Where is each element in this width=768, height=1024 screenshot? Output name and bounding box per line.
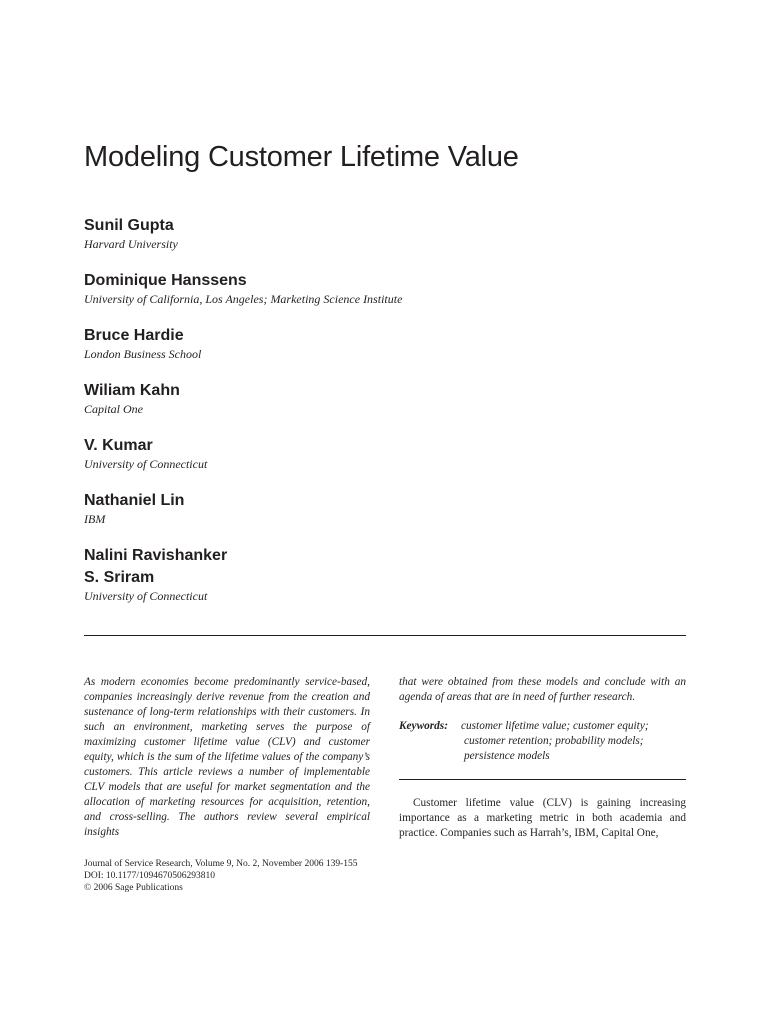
author-affiliation: University of California, Los Angeles; Marketing Science Institute (84, 292, 403, 306)
author-affiliation: University of Connecticut (84, 589, 208, 603)
keywords-line: customer lifetime value; customer equity; (461, 720, 649, 732)
author-affiliation: University of Connecticut (84, 457, 208, 471)
doi: DOI: 10.1177/1094670506293810 (84, 871, 216, 881)
author-name: Nathaniel Lin (84, 492, 185, 509)
author-name: Sunil Gupta (84, 217, 174, 234)
keywords-block (399, 719, 686, 764)
author-name: Nalini Ravishanker (84, 547, 228, 564)
author-block (84, 545, 227, 604)
author-affiliation: Capital One (84, 402, 143, 416)
author-affiliation: Harvard University (84, 237, 178, 251)
keywords-line: customer retention; probability models; (464, 735, 644, 747)
article-title: Modeling Customer Lifetime Value (84, 141, 519, 173)
author-name: V. Kumar (84, 437, 153, 454)
author-affiliation: London Business School (84, 347, 202, 361)
body-intro-paragraph: Customer lifetime value (CLV) is gaining increasing importance as a marketing metric in both academia and practice. Companies such as Harrah’s, IBM, Capital One, (399, 797, 686, 839)
author-name: Dominique Hanssens (84, 272, 247, 289)
author-block (84, 325, 201, 362)
author-block (84, 490, 184, 527)
copyright: © 2006 Sage Publications (84, 883, 183, 893)
keywords-line: persistence models (464, 750, 550, 762)
abstract-right-column: that were obtained from these models and conclude with an agenda of areas that are in need of further research. (399, 676, 686, 703)
keywords-divider (399, 779, 686, 780)
journal-footer (84, 858, 358, 894)
keywords-label: Keywords: (399, 720, 448, 732)
author-block (84, 270, 402, 307)
abstract-left-column: As modern economies become predominantly service-based, companies increasingly derive revenue from the creation and sustenance of long-term relationships with their customers. In such an environment, marketing serves the purpose of maximizing customer lifetime value (CLV) and customer equity, which is the sum of the lifetime values of the company’s customers. This article reviews a number of implementable CLV models that are useful for market segmentation and the allocation of marketing resources for acquisition, retention, and cross-selling. The authors review several empirical insights (84, 676, 370, 838)
author-name: Bruce Hardie (84, 327, 184, 344)
section-divider (84, 635, 686, 636)
author-block (84, 435, 207, 472)
author-affiliation: IBM (84, 512, 106, 526)
author-block (84, 215, 178, 252)
author-name: S. Sriram (84, 569, 155, 586)
author-name: Wiliam Kahn (84, 382, 180, 399)
author-block (84, 380, 180, 417)
journal-citation: Journal of Service Research, Volume 9, No. 2, November 2006 139-155 (84, 859, 358, 869)
